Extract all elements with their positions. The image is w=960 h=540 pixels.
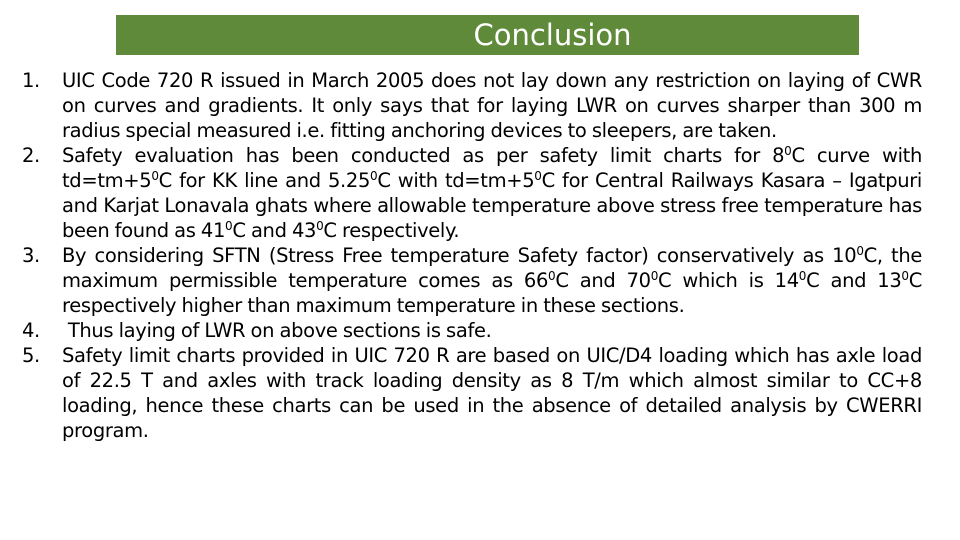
conclusion-list (18, 68, 922, 443)
degree-superscript: 0 (856, 244, 864, 258)
item-text: Safety evaluation has been conducted as per safety limit charts for 8 (62, 144, 785, 167)
list-item (18, 343, 922, 443)
item-number: 4. (22, 319, 40, 342)
degree-superscript: 0 (784, 144, 792, 158)
list-item (18, 68, 922, 143)
item-number: 3. (22, 244, 40, 267)
item-text: C and 13 (806, 269, 902, 292)
degree-superscript: 0 (151, 169, 159, 183)
item-number: 1. (22, 69, 40, 92)
item-text: Safety limit charts provided in UIC 720 R are based on UIC/D4 loading which has axle load of 22.5 T and axles with track loading density as 8 T/m which almost similar to CC+8 loading, hence these charts can be used in the absence of detailed analysis by CWERRI program. (62, 344, 922, 442)
item-text: C for KK line and 5.25 (158, 169, 371, 192)
item-text: C for Central Railways Kasara – Igatpuri and Karjat Lonavala ghats where allowable temperature above stress free temperature has been found as 41 (62, 169, 922, 242)
list-item (18, 143, 922, 243)
title-banner (116, 15, 859, 55)
item-text: UIC Code 720 R issued in March 2005 does not lay down any restriction on laying of CWR on curves and gradients. It only says that for laying LWR on curves sharper than 300 m radius special measured i.e. fitting anchoring devices to sleepers, are taken. (62, 69, 922, 142)
degree-superscript: 0 (225, 219, 233, 233)
item-text: C respectively. (323, 219, 460, 242)
item-number: 2. (22, 144, 40, 167)
item-text: C which is 14 (657, 269, 799, 292)
item-text: C and 70 (555, 269, 651, 292)
item-text: C and 43 (232, 219, 317, 242)
degree-superscript: 0 (650, 269, 658, 283)
degree-superscript: 0 (316, 219, 324, 233)
item-text: Thus laying of LWR on above sections is safe. (62, 319, 492, 342)
item-text: C curve with td=tm+5 (62, 144, 922, 192)
degree-superscript: 0 (534, 169, 542, 183)
degree-superscript: 0 (548, 269, 556, 283)
degree-superscript: 0 (370, 169, 378, 183)
item-text: By considering SFTN (Stress Free temperature Safety factor) conservatively as 10 (62, 244, 857, 267)
list-item (18, 243, 922, 318)
list-item (18, 318, 922, 343)
item-number: 5. (22, 344, 40, 367)
item-text: C respectively higher than maximum temperature in these sections. (62, 269, 922, 317)
item-text: C with td=tm+5 (377, 169, 535, 192)
slide-title: Conclusion (473, 18, 632, 52)
degree-superscript: 0 (798, 269, 807, 283)
degree-superscript: 0 (901, 269, 909, 283)
item-text: C, the maximum permissible temperature comes as 66 (62, 244, 922, 292)
